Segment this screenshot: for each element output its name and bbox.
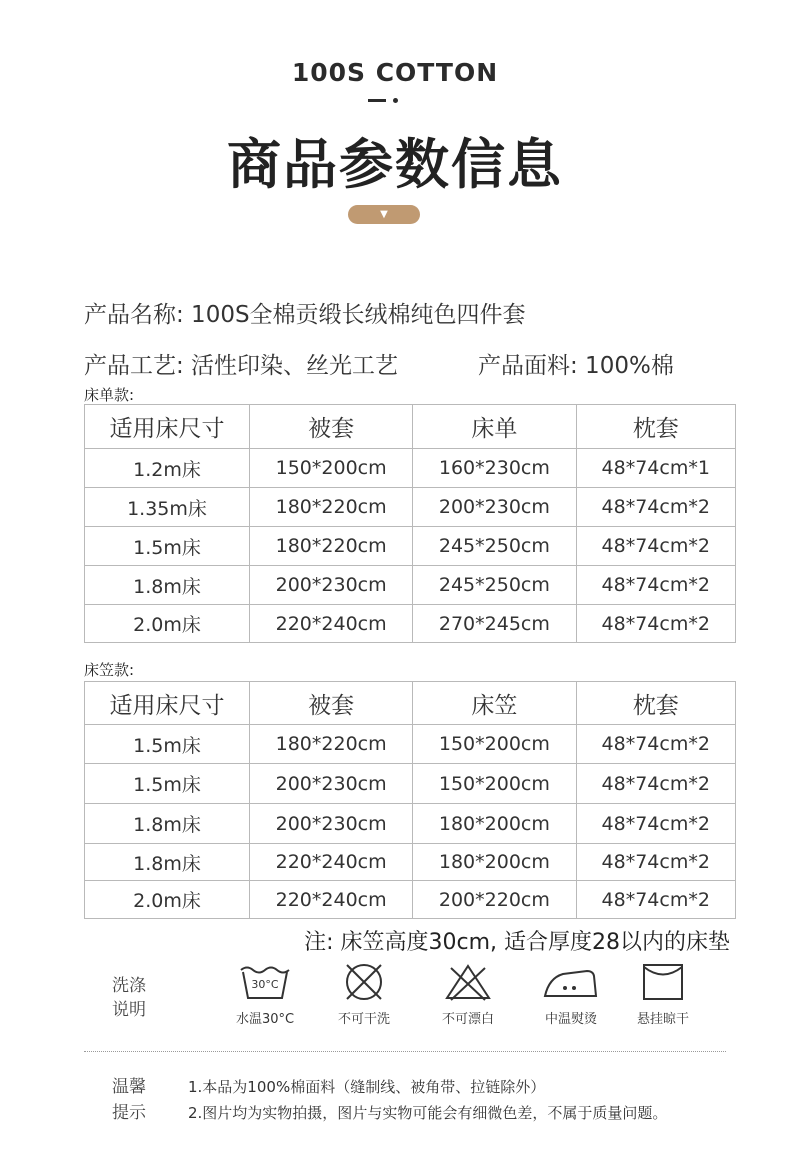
table-header-cell: 适用床尺寸 [85,682,250,725]
table-cell: 1.5m床 [85,527,250,566]
table-cell: 220*240cm [250,881,413,919]
sheet-table-label: 床单款: [84,386,135,404]
care-item [613,962,713,1027]
table-cell: 48*74cm*2 [576,605,736,643]
table-cell: 1.8m床 [85,804,250,844]
product-fabric: 产品面料: 100%棉 [478,353,674,379]
table-row [85,488,736,527]
table-cell: 200*230cm [250,804,413,844]
fitted-size-table [84,681,736,919]
tips-label [112,1074,146,1126]
table-header-cell: 床笠 [413,682,576,725]
table-cell: 48*74cm*1 [576,449,736,488]
table-row [85,449,736,488]
table-header-cell: 床单 [413,405,576,449]
sheet-size-table [84,404,736,643]
care-item [314,962,414,1027]
tip-line: 1.本品为100%棉面料（缝制线、被角带、拉链除外） [188,1078,546,1096]
table-cell: 48*74cm*2 [576,725,736,764]
table-cell: 180*220cm [250,725,413,764]
care-label: 中温熨烫 [544,1012,597,1027]
table-cell: 150*200cm [250,449,413,488]
dotted-divider [84,1051,726,1052]
table-cell: 150*200cm [413,764,576,804]
table-cell: 48*74cm*2 [576,804,736,844]
table-cell: 48*74cm*2 [576,881,736,919]
tips-label-line: 提示 [112,1103,146,1123]
table-header-row [85,405,736,449]
table-cell: 150*200cm [413,725,576,764]
divider-dash [368,99,386,102]
table-cell: 180*220cm [250,488,413,527]
tip-line: 2.图片均为实物拍摄，图片与实物可能会有细微色差，不属于质量问题。 [188,1104,668,1122]
table-cell: 270*245cm [413,605,576,643]
table-header-row [85,682,736,725]
product-name: 产品名称: 100S全棉贡缎长绒棉纯色四件套 [84,302,526,328]
washing-label-line: 说明 [112,1000,146,1020]
table-cell: 48*74cm*2 [576,844,736,881]
table-header-cell: 适用床尺寸 [85,405,250,449]
fitted-height-note: 注: 床笠高度30cm, 适合厚度28以内的床垫 [304,930,730,955]
hang-dry-icon [641,962,685,1002]
table-cell: 48*74cm*2 [576,527,736,566]
no-bleach-icon [443,962,493,1002]
table-cell: 1.35m床 [85,488,250,527]
table-cell: 1.2m床 [85,449,250,488]
fitted-table-label: 床笠款: [84,661,135,679]
header-subtitle: 100S COTTON [291,58,499,87]
iron-medium-icon [541,962,601,1002]
chevron-down-icon: ▼ [348,205,420,224]
tips-label-line: 温馨 [112,1077,146,1097]
table-cell: 2.0m床 [85,605,250,643]
table-row [85,527,736,566]
table-header-cell: 枕套 [576,682,736,725]
table-cell: 1.8m床 [85,844,250,881]
table-header-cell: 被套 [250,405,413,449]
table-cell: 220*240cm [250,605,413,643]
table-cell: 48*74cm*2 [576,488,736,527]
table-row [85,605,736,643]
table-row [85,566,736,605]
no-dry-clean-icon [342,962,386,1002]
table-cell: 245*250cm [413,527,576,566]
care-item [521,962,621,1027]
table-row [85,764,736,804]
table-cell: 180*200cm [413,804,576,844]
table-header-cell: 被套 [250,682,413,725]
table-cell: 200*230cm [413,488,576,527]
product-craft: 产品工艺: 活性印染、丝光工艺 [84,353,399,379]
washing-label [112,974,146,1022]
table-row [85,804,736,844]
table-cell: 200*230cm [250,764,413,804]
care-label: 不可干洗 [337,1012,390,1027]
table-header-cell: 枕套 [576,405,736,449]
care-label: 水温30°C [235,1012,295,1027]
care-item [418,962,518,1027]
table-row [85,881,736,919]
table-cell: 180*220cm [250,527,413,566]
table-cell: 1.5m床 [85,725,250,764]
wash-30-icon [237,962,293,1002]
table-cell: 48*74cm*2 [576,566,736,605]
table-cell: 1.8m床 [85,566,250,605]
table-row [85,844,736,881]
table-cell: 200*220cm [413,881,576,919]
wash-temp-text: 30°C [251,978,279,991]
table-cell: 48*74cm*2 [576,764,736,804]
care-label: 不可漂白 [441,1012,494,1027]
page-title: 商品参数信息 [227,133,563,196]
table-row [85,725,736,764]
table-cell: 200*230cm [250,566,413,605]
table-cell: 2.0m床 [85,881,250,919]
table-cell: 245*250cm [413,566,576,605]
divider-dot [393,98,398,103]
washing-label-line: 洗涤 [112,976,146,996]
table-cell: 220*240cm [250,844,413,881]
care-item [215,962,315,1027]
care-label: 悬挂晾干 [636,1012,689,1027]
table-cell: 160*230cm [413,449,576,488]
table-cell: 1.5m床 [85,764,250,804]
table-cell: 180*200cm [413,844,576,881]
